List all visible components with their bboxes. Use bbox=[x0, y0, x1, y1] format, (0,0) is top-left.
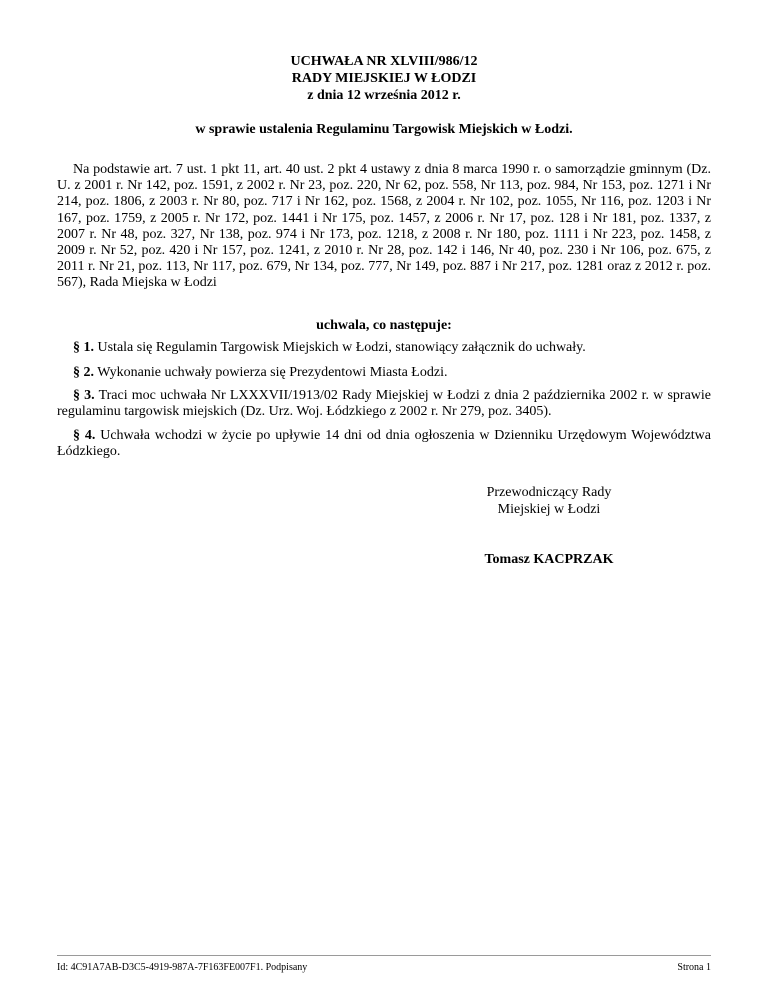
footer-divider bbox=[57, 955, 711, 956]
paragraph-text: Wykonanie uchwały powierza się Prezydentowi Miasta Łodzi. bbox=[94, 365, 448, 380]
paragraph-text: Traci moc uchwała Nr LXXXVII/1913/02 Rady Miejskiej w Łodzi z dnia 2 października 2002 r. w sprawie regulaminu targowisk miejskich (Dz. Urz. Woj. Łódzkiego z 2002 r. Nr 279, poz. 3405). bbox=[57, 388, 712, 420]
signer-name: Tomasz KACPRZAK bbox=[484, 552, 614, 567]
paragraph-1 bbox=[57, 340, 711, 356]
paragraph-2 bbox=[57, 365, 711, 381]
paragraph-number: § 3. bbox=[73, 388, 95, 403]
paragraph-4 bbox=[57, 428, 711, 460]
resolution-date: z dnia 12 września 2012 r. bbox=[307, 88, 461, 103]
paragraph-number: § 2. bbox=[73, 365, 94, 380]
paragraph-text: Uchwała wchodzi w życie po upływie 14 dni od dnia ogłoszenia w Dzienniku Urzędowym Województwa Łódzkiego. bbox=[57, 428, 711, 460]
paragraph-number: § 1. bbox=[73, 340, 94, 355]
council-name: RADY MIEJSKIEJ W ŁODZI bbox=[291, 71, 477, 86]
signature-title: Przewodniczący Rady bbox=[486, 485, 612, 500]
document-id: Id: 4C91A7AB-D3C5-4919-987A-7F163FE007F1. Podpisany bbox=[57, 962, 308, 973]
resolution-subject: w sprawie ustalenia Regulaminu Targowisk Miejskich w Łodzi. bbox=[195, 122, 573, 137]
paragraph-number: § 4. bbox=[73, 428, 96, 443]
decides-heading: uchwala, co następuje: bbox=[316, 318, 452, 333]
resolution-header bbox=[0, 53, 768, 104]
signature-council: Miejskiej w Łodzi bbox=[497, 502, 601, 517]
legal-basis-paragraph: Na podstawie art. 7 ust. 1 pkt 11, art. 40 ust. 2 pkt 4 ustawy z dnia 8 marca 1990 r. o samorządzie gminnym (Dz. U. z 2001 r. Nr 142, poz. 1591, z 2002 r. Nr 23, poz. 220, Nr 62, poz. 558, Nr 113, poz. 984, Nr 153, poz. 1271 i Nr 214, poz. 1806, z 2003 r. Nr 80, poz. 717 i Nr 162, poz. 1568, z 2004 r. Nr 102, poz. 1055, Nr 116, poz. 1203 i Nr 167, poz. 1759, z 2005 r. Nr 172, poz. 1441 i Nr 175, poz. 1457, z 2006 r. Nr 17, poz. 128 i Nr 181, poz. 1337, z 2007 r. Nr 48, poz. 327, Nr 138, poz. 974 i Nr 173, poz. 1218, z 2008 r. Nr 180, poz. 1111 i Nr 223, poz. 1458, z 2009 r. Nr 52, poz. 420 i Nr 157, poz. 1241, z 2010 r. Nr 28, poz. 142 i 146, Nr 40, poz. 230 i Nr 106, poz. 675, z 2011 r. Nr 21, poz. 113, Nr 117, poz. 679, Nr 134, poz. 777, Nr 149, poz. 887 i Nr 217, poz. 1281 oraz z 2012 r. poz. 567), Rada Miejska w Łodzi bbox=[57, 162, 711, 291]
page-number: Strona 1 bbox=[677, 962, 711, 973]
paragraph-text: Ustala się Regulamin Targowisk Miejskich w Łodzi, stanowiący załącznik do uchwały. bbox=[94, 340, 586, 355]
resolution-number: UCHWAŁA NR XLVIII/986/12 bbox=[290, 54, 478, 69]
paragraph-3 bbox=[57, 388, 711, 420]
signature-block bbox=[440, 484, 658, 518]
